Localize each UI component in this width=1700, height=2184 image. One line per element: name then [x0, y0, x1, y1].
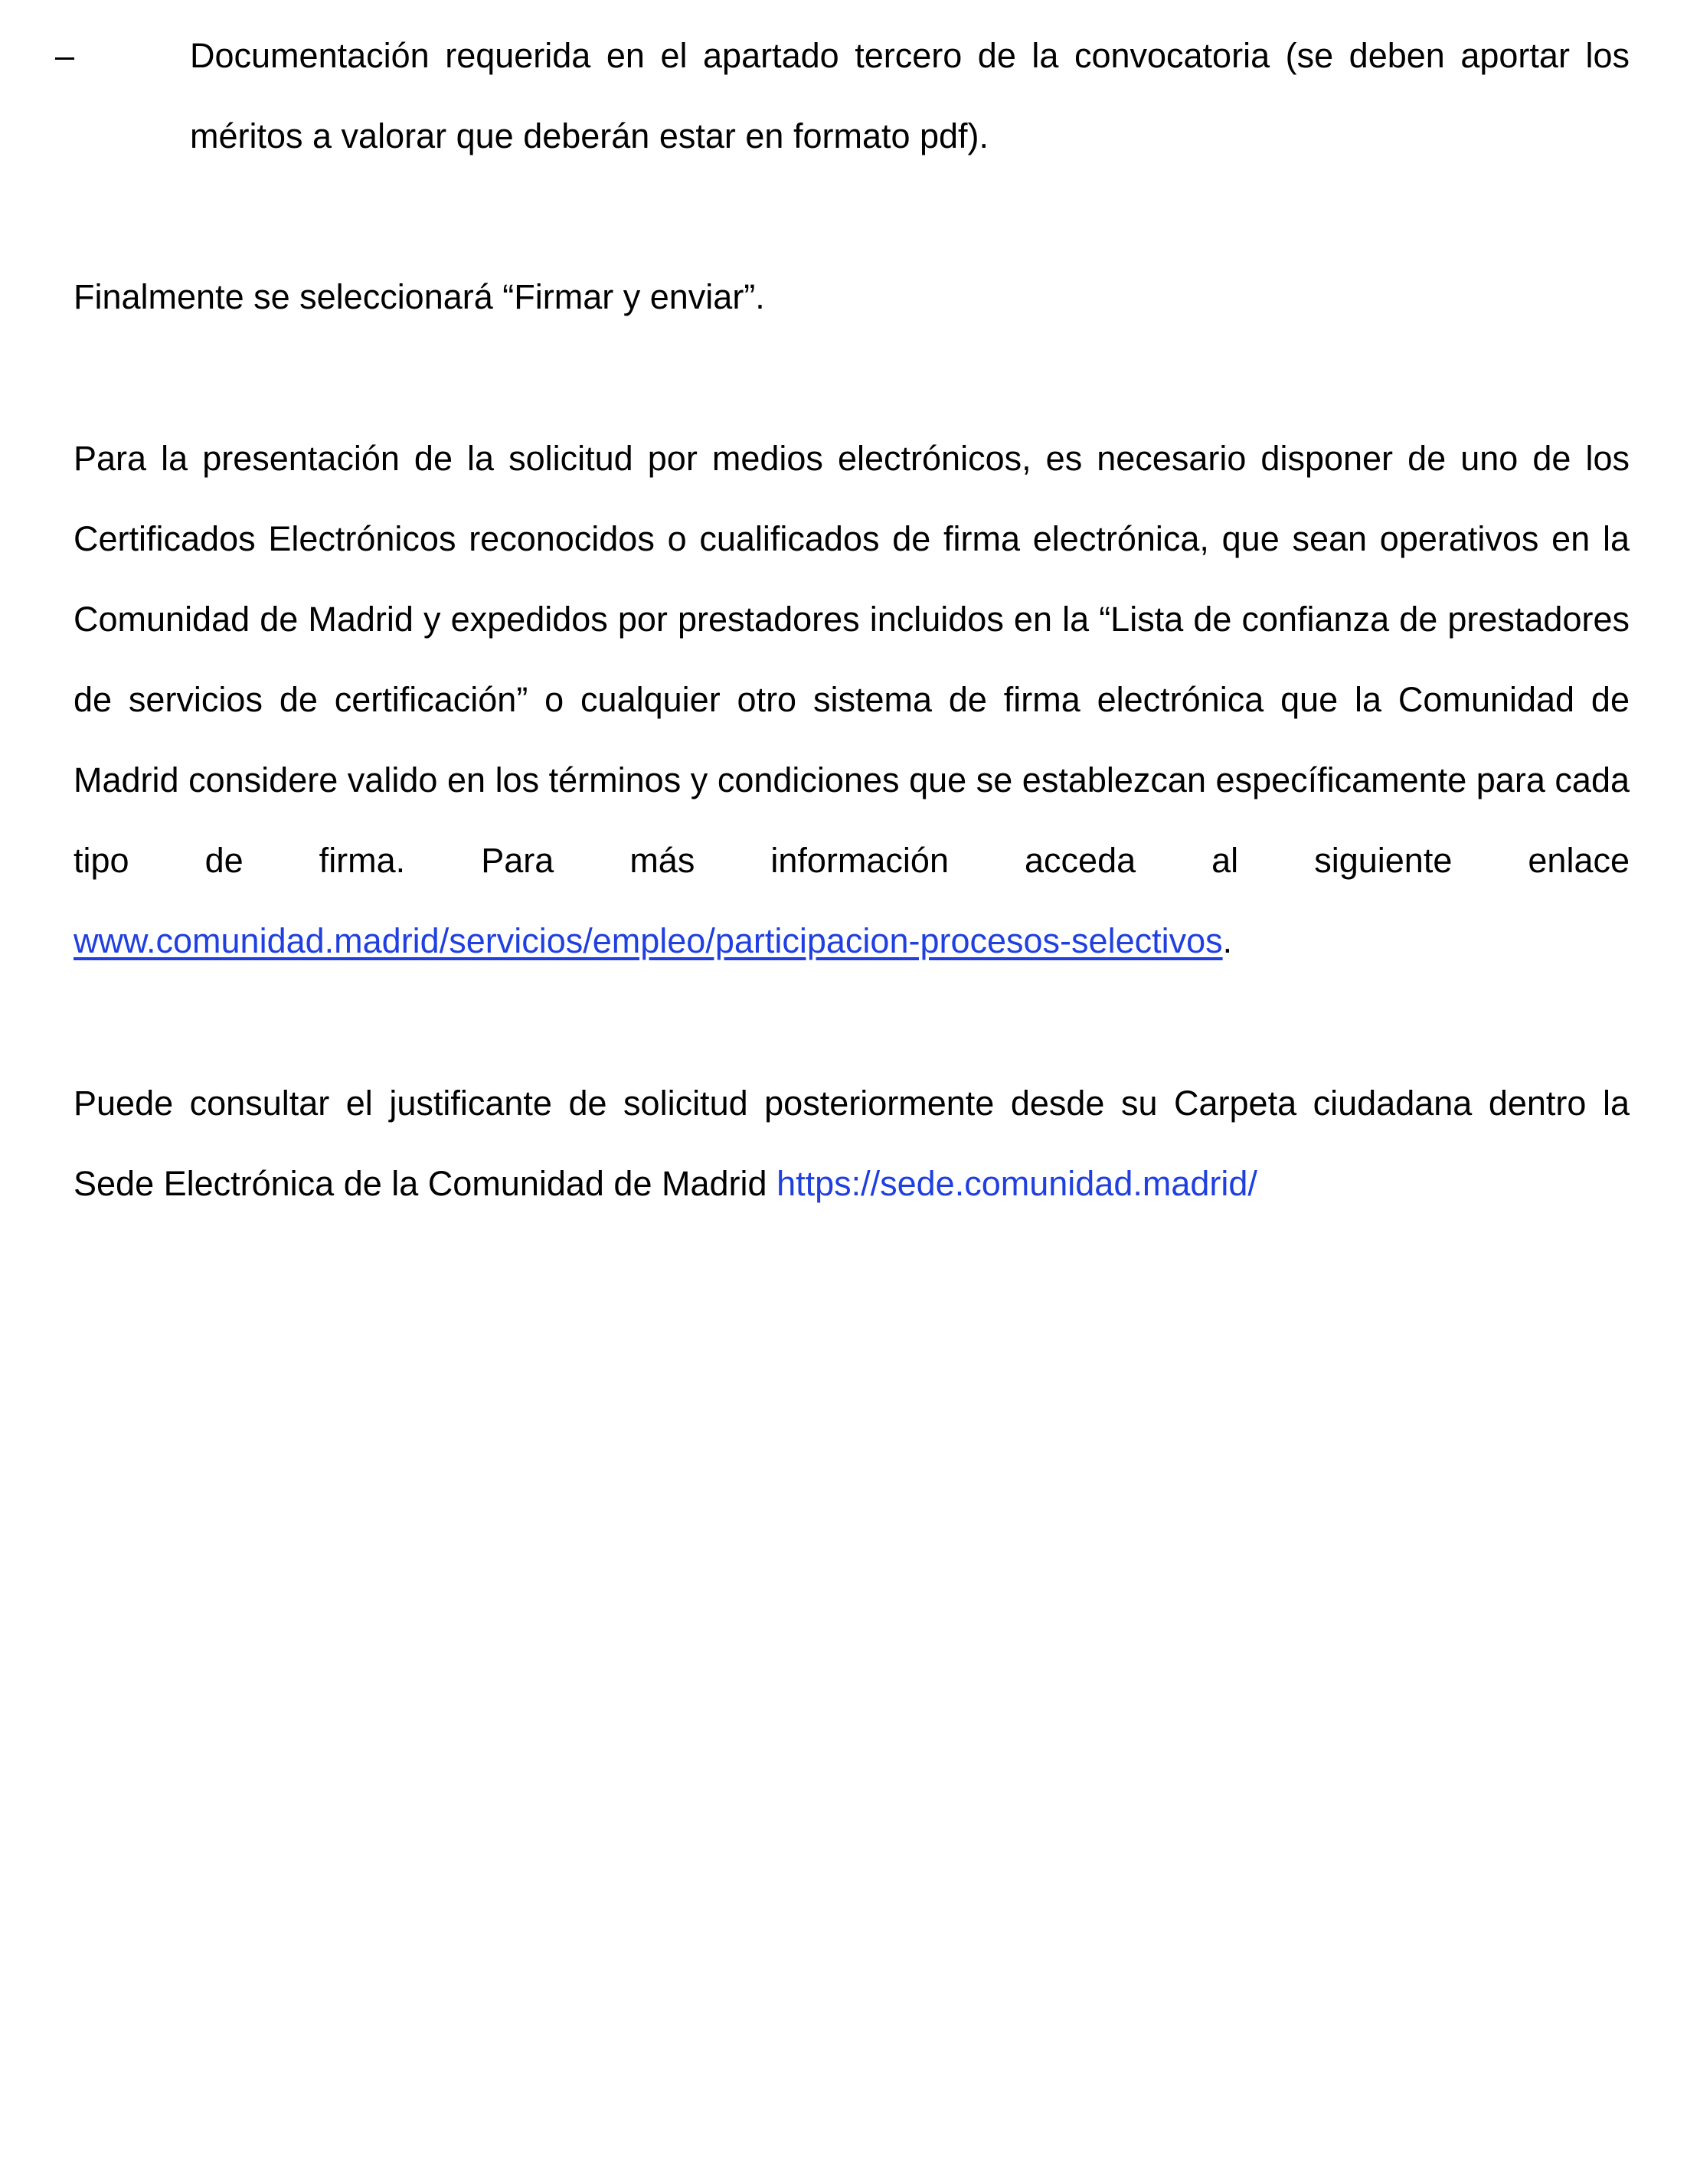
- bullet-item-documentation: Documentación requerida en el apartado tercero de la convocatoria (se deben aportar los méritos a valorar que deberán estar en formato pdf).: [190, 36, 1630, 155]
- sede-electronica-link[interactable]: https://sede.comunidad.madrid/: [776, 1164, 1257, 1203]
- paragraph-presentacion: [74, 418, 1630, 981]
- paragraph-finalmente: Finalmente se seleccionará “Firmar y enviar”.: [74, 277, 765, 316]
- paragraph-justificante-text: Puede consultar el justificante de solicitud posteriormente desde su Carpeta ciudadana dentro la Sede Electrónica de la Comunidad de Madrid: [74, 1084, 1630, 1203]
- empleo-procesos-link[interactable]: www.comunidad.madrid/servicios/empleo/participacion-procesos-selectivos: [74, 921, 1223, 960]
- paragraph-presentacion-text: Para la presentación de la solicitud por medios electrónicos, es necesario disponer de uno de los Certificados Electrónicos reconocidos o cualificados de firma electrónica, que sean operativos en la Comunidad de Madrid y expedidos por prestadores incluidos en la “Lista de confianza de prestadores de servicios de certificación” o cualquier otro sistema de firma electrónica que la Comunidad de Madrid considere valido en los términos y condiciones que se establezcan específicamente para cada tipo de firma. Para más información acceda al siguiente enlace: [74, 439, 1630, 880]
- bullet-dash: –: [55, 36, 75, 75]
- paragraph-presentacion-period: .: [1222, 921, 1233, 960]
- paragraph-justificante: [74, 1063, 1630, 1224]
